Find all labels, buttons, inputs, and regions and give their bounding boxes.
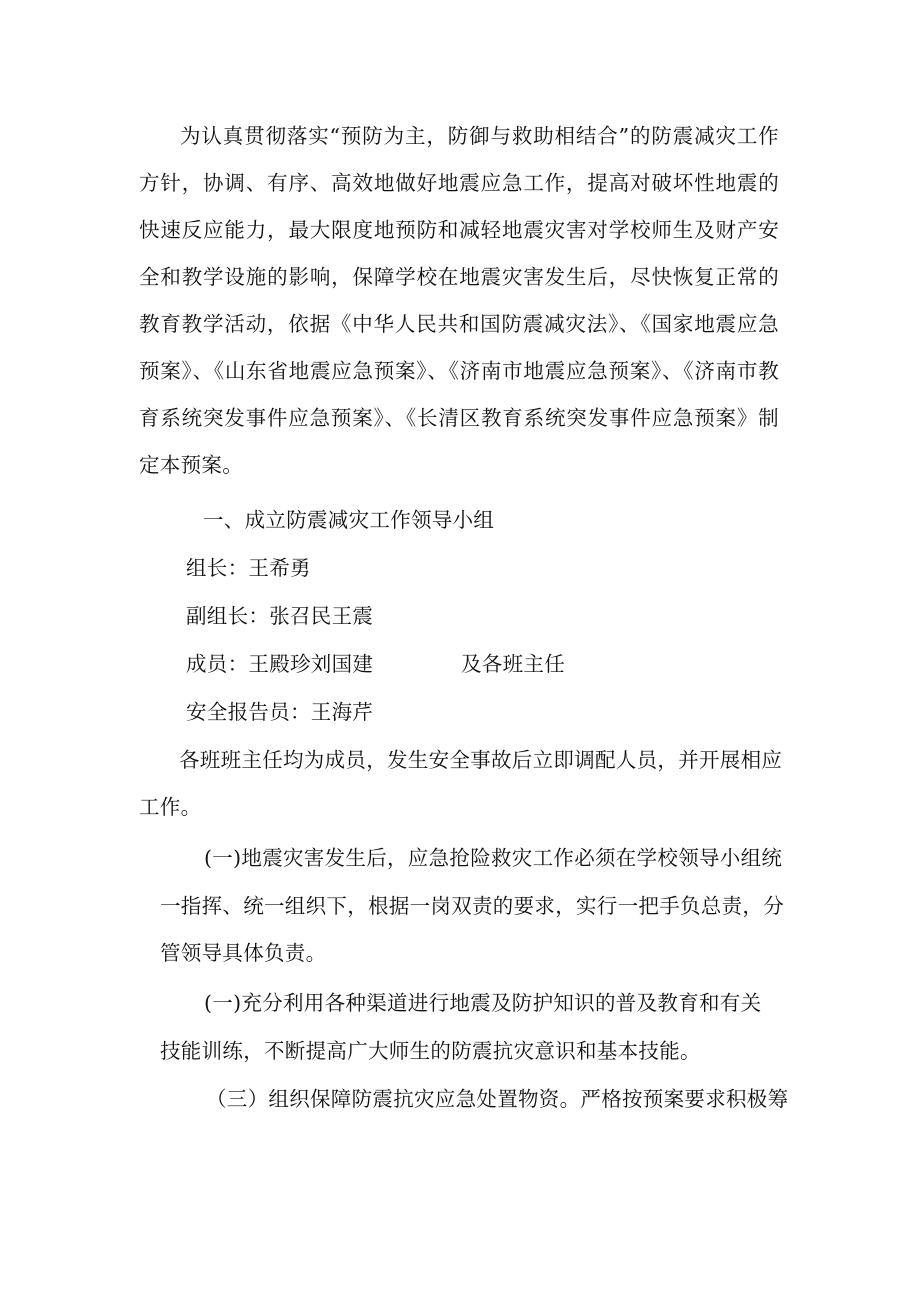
deputy-leader-line: 副组长：张召民王震 [186,604,374,628]
leader-line: 组长：王希勇 [186,556,311,580]
item-1-line-3: 管领导具体负责。 [160,941,327,965]
item-1-line-2: 一指挥、统一组织下，根据一岗双责的要求，实行一把手负总责，分 [160,894,784,918]
class-note-line-1: 各班班主任均为成员，发生安全事故后立即调配人员，并开展相应 [179,748,783,772]
safety-reporter-line: 安全报告员：王海芹 [186,700,374,724]
item-2-line-2: 技能训练，不断提高广大师生的防震抗灾意识和基本技能。 [160,1039,701,1063]
members-extra: 及各班主任 [461,652,565,676]
item-1-line-1: (一)地震灾害发生后，应急抢险救灾工作必须在学校领导小组统 [204,846,783,870]
section-heading: 一、成立防震减灾工作领导小组 [203,508,495,532]
members-line: 成员：王殿珍刘国建 [186,652,374,676]
item-2-line-1: (一)充分利用各种渠道进行地震及防护知识的普及教育和有关 [204,991,762,1015]
class-note-line-2: 工作。 [139,795,202,819]
intro-paragraph: 为认真贯彻落实“预防为主，防御与救助相结合”的防震减灾工作方针，协调、有序、高效地做好地震应急工作，提高对破坏性地震的快速反应能力，最大限度地预防和减轻地震灾害对学校师生及财产安全和教学设施的影响，保障学校在地震灾害发生后，尽快恢复正常的教育教学活动，依据《中华人民共和国防震减灾法》、《国家地震应急预案》、《山东省地震应急预案》、《济南市地震应急预案》、《济南市教育系统突发事件应急预案》、《长清区教育系统突发事件应急预案》制定本预案。 [139,124,779,477]
item-3-line-1: （三）组织保障防震抗灾应急处置物资。严格按预案要求积极筹 [206,1087,789,1111]
